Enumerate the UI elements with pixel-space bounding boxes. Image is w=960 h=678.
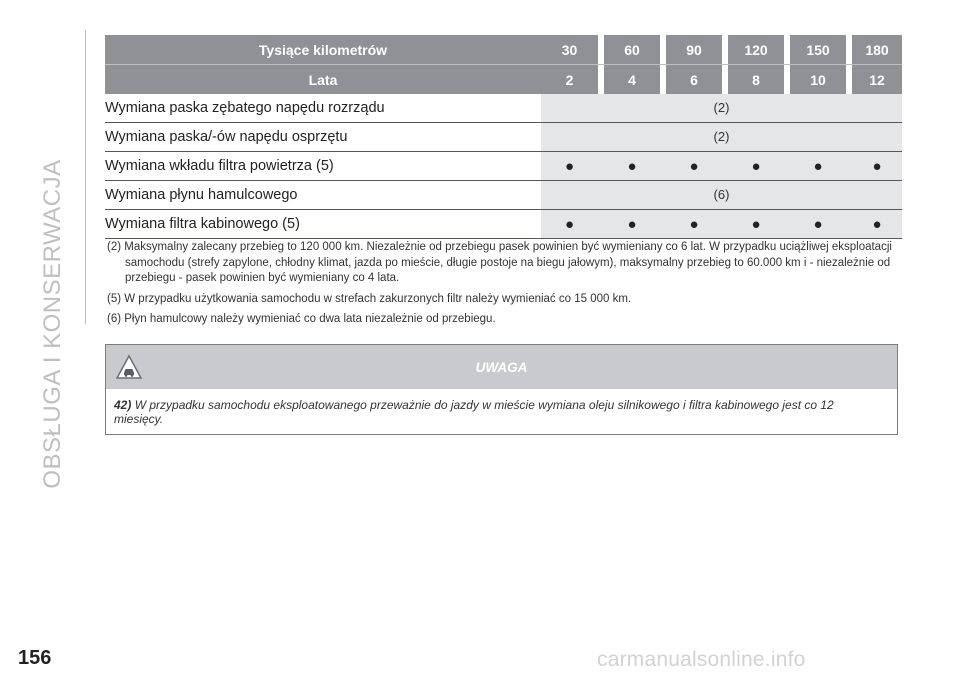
warning-box (105, 344, 898, 435)
header-years-cell: 8 (728, 65, 784, 95)
header-row-years (105, 65, 902, 95)
header-years-cell: 10 (790, 65, 846, 95)
bullet-mark: ● (751, 215, 761, 233)
row-label: Wymiana filtra kabinowego (5) (105, 210, 541, 239)
header-years-label: Lata (105, 65, 541, 95)
bullet-mark: ● (627, 157, 637, 175)
section-divider (85, 30, 86, 324)
bullet-mark: ● (751, 157, 761, 175)
header-years-cell: 2 (541, 65, 598, 95)
footnote-ref: (2) (713, 100, 730, 115)
footnote-6: (6) Płyn hamulcowy należy wymieniać co dwa lata niezależnie od przebiegu. (107, 313, 496, 325)
table-row (105, 94, 902, 123)
bullet-mark: ● (689, 157, 699, 175)
footnote-ref: (6) (713, 187, 730, 202)
maintenance-schedule-table (105, 35, 902, 239)
warning-text: 42) W przypadku samochodu eksploatowanego przeważnie do jazdy w mieście wymiana oleju silnikowego i filtra kabinowego jest co 12 miesięcy. (114, 398, 834, 426)
footnote-2: (2) Maksymalny zalecany przebieg to 120 000 km. Niezależnie od przebiegu pasek powinien być wymieniany co 6 lat. W przypadku uciążliwej eksploatacji samochodu (strefy zapylone, chłodny klimat, jazda po mieście, długie postoje na biegu jałowym), maksymalny przebieg to 60.000 km i - niezależnie od przebiegu - pasek powinien być wymieniany co 4 lata. (107, 241, 892, 284)
footnotes (107, 240, 897, 333)
bullet-mark: ● (627, 215, 637, 233)
header-km-cell: 30 (541, 35, 598, 65)
table-row (105, 181, 902, 210)
bullet-mark: ● (813, 215, 823, 233)
header-km-cell: 180 (852, 35, 902, 65)
warning-title: UWAGA (475, 359, 528, 375)
bullet-mark: ● (813, 157, 823, 175)
bullet-mark: ● (872, 215, 882, 233)
warning-header (106, 345, 897, 389)
row-label: Wymiana wkładu filtra powietrza (5) (105, 152, 541, 181)
table-row (105, 210, 902, 239)
header-km-cell: 60 (604, 35, 660, 65)
footnote-5: (5) W przypadku użytkowania samochodu w strefach zakurzonych filtr należy wymieniać co 15 000 km. (107, 292, 632, 305)
car-warning-icon (116, 354, 142, 380)
bullet-mark: ● (689, 215, 699, 233)
page-number: 156 (18, 647, 52, 669)
header-row-km (105, 35, 902, 65)
header-years-cell: 6 (666, 65, 722, 95)
bullet-mark: ● (564, 157, 575, 175)
row-label: Wymiana paska/-ów napędu osprzętu (105, 123, 541, 152)
bullet-mark: ● (564, 215, 575, 233)
bullet-mark: ● (872, 157, 882, 175)
header-km-cell: 90 (666, 35, 722, 65)
header-km-cell: 120 (728, 35, 784, 65)
table-row (105, 152, 902, 181)
watermark: carmanualsonline.info (597, 648, 806, 671)
warning-ref: 42) (114, 398, 132, 412)
header-years-cell: 4 (604, 65, 660, 95)
row-label: Wymiana paska zębatego napędu rozrządu (105, 94, 541, 123)
row-label: Wymiana płynu hamulcowego (105, 181, 541, 210)
header-years-cell: 12 (852, 65, 902, 95)
footnote-ref: (2) (713, 129, 730, 144)
table-row (105, 123, 902, 152)
header-km-cell: 150 (790, 35, 846, 65)
header-km-label: Tysiące kilometrów (105, 35, 541, 65)
